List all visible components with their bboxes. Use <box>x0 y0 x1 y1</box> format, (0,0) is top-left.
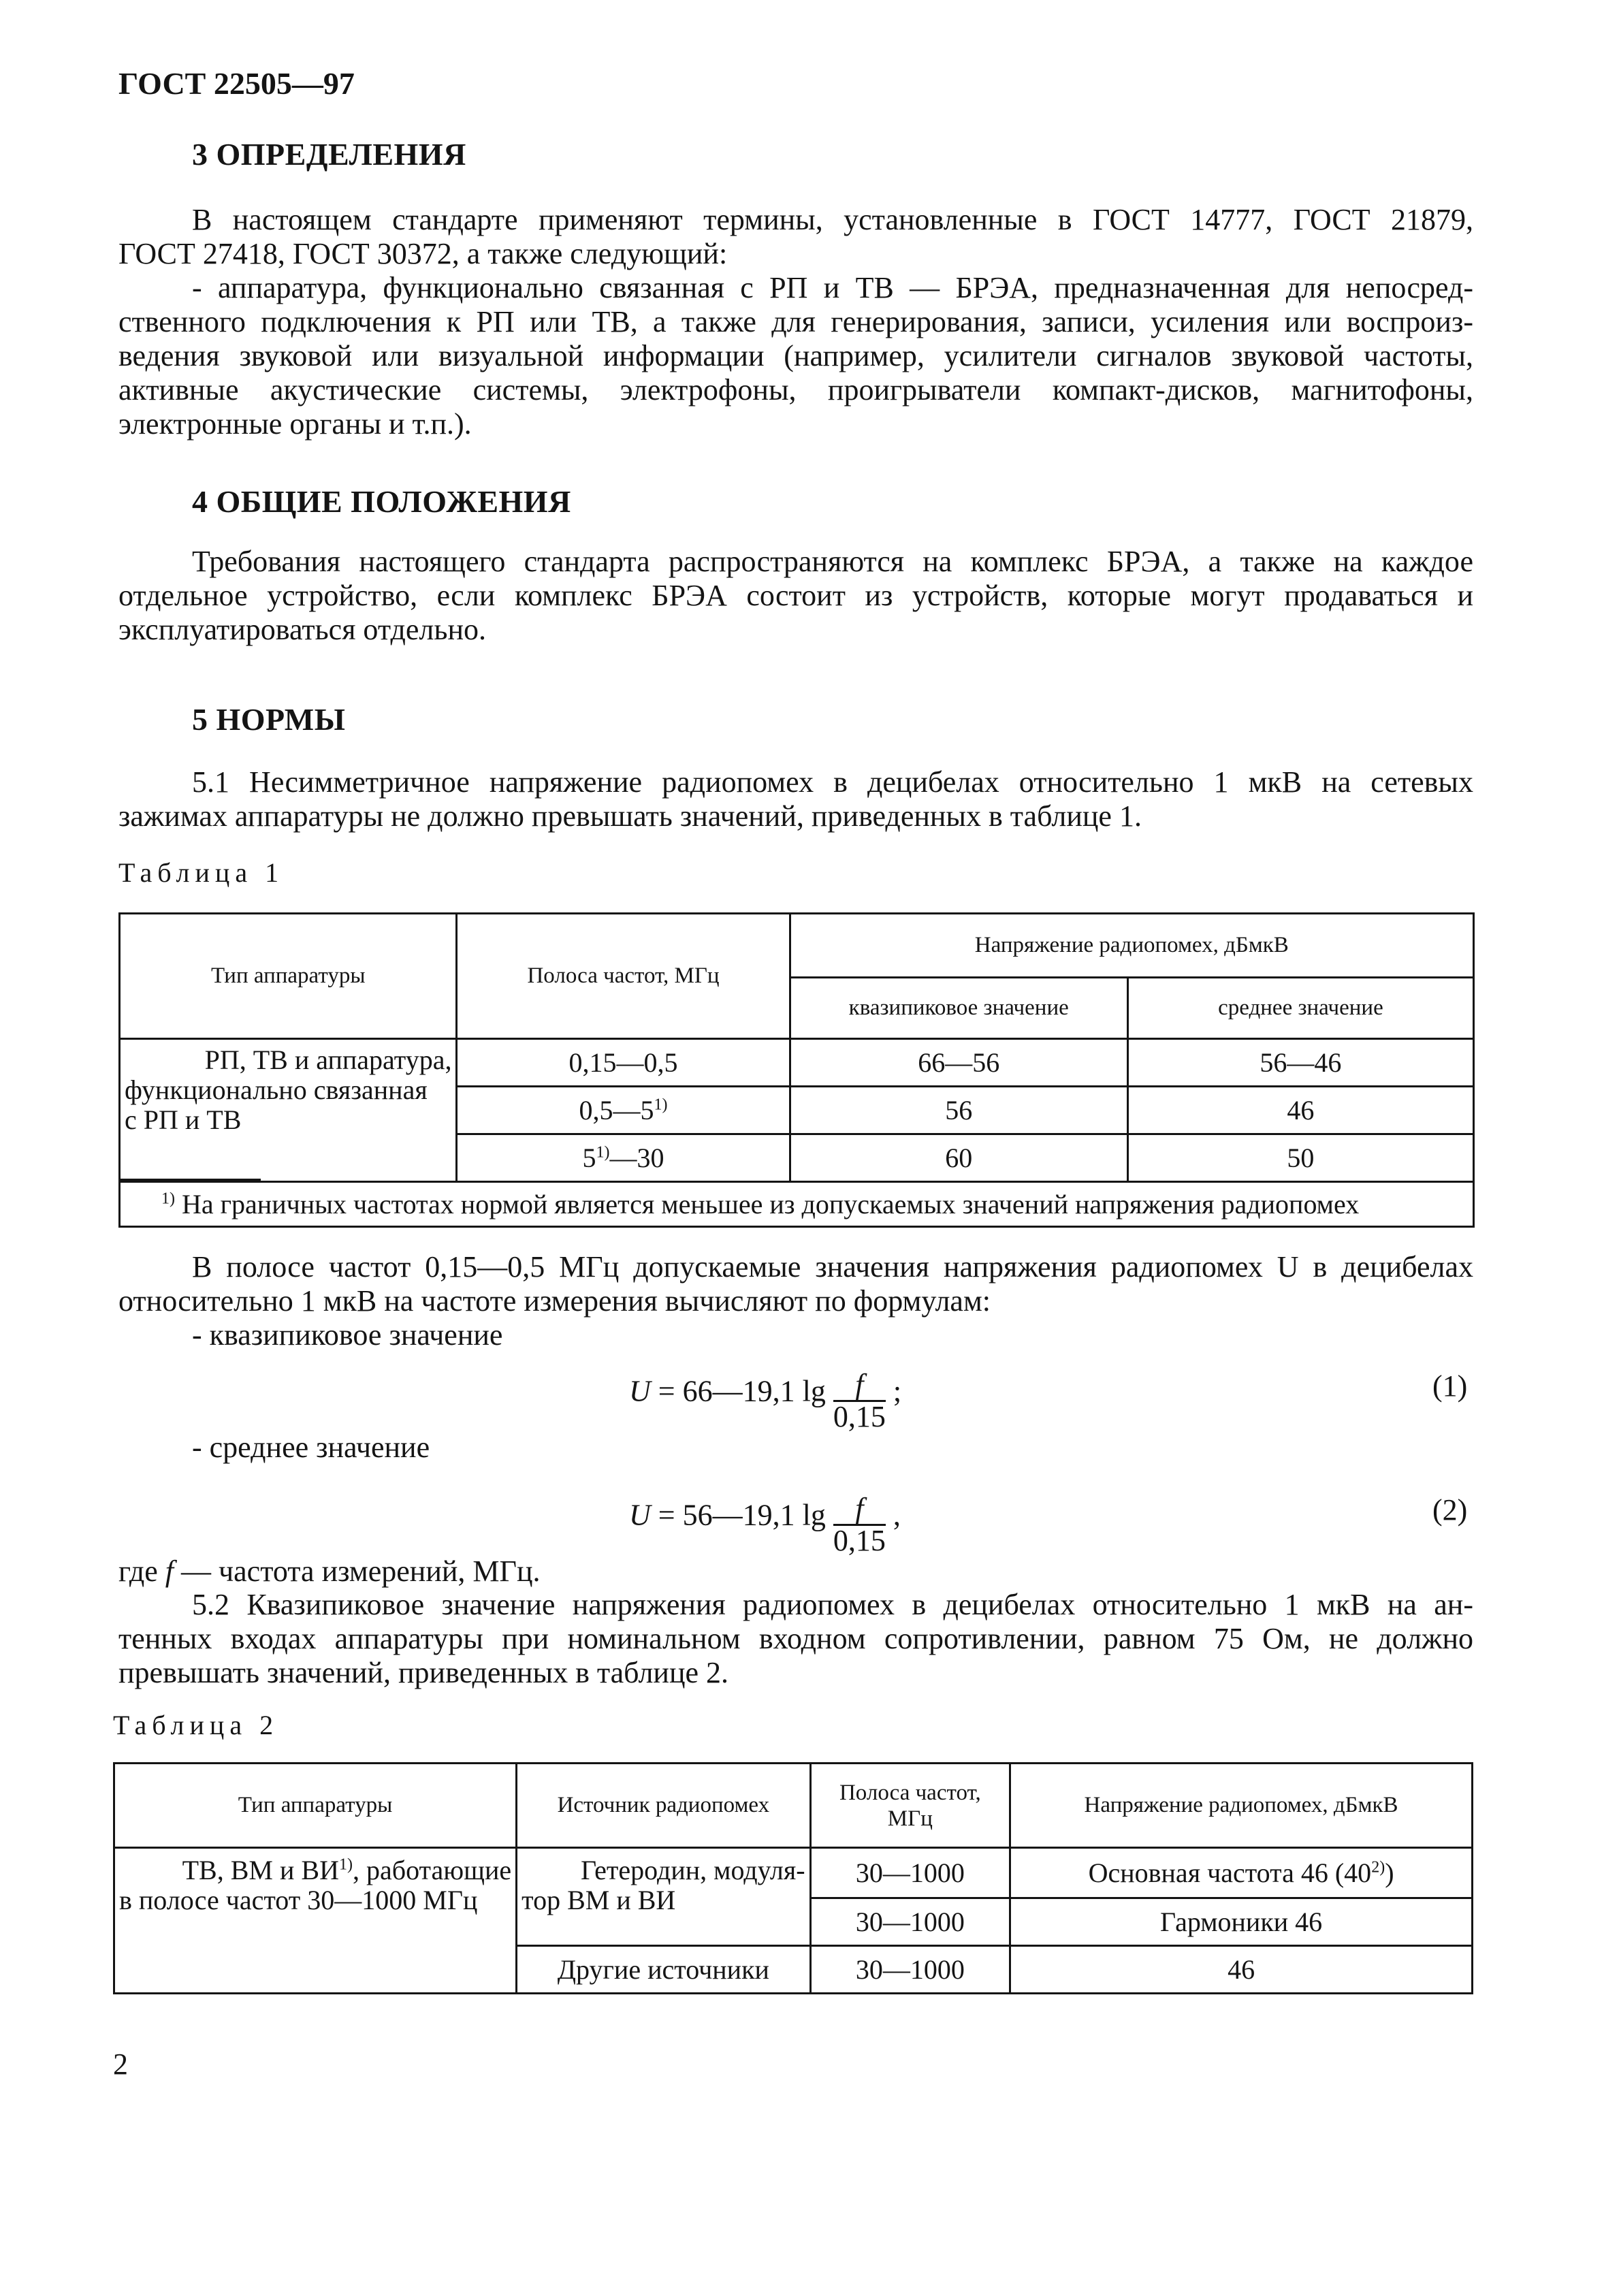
footnote-ref: 1) <box>654 1096 668 1114</box>
text-line: Требования настоящего стандарта распространяются на комплекс БРЭА, а также на каждое <box>192 545 1473 578</box>
table-1-type-cell <box>120 1039 457 1182</box>
table-2-header-band: Полоса частот, МГц <box>810 1764 1010 1848</box>
section-5-title: 5 НОРМЫ <box>192 702 346 737</box>
fraction-denominator: 0,15 <box>833 1524 886 1557</box>
fraction-numerator: f <box>833 1370 886 1402</box>
table-row-avg: 46 <box>1127 1087 1473 1134</box>
table-1-header-quasi: квазипиковое значение <box>790 978 1127 1039</box>
footnote-text: На граничных частотах нормой является меньшее из допускаемых значений напряжения радиопомех <box>175 1189 1360 1219</box>
text-line: В полосе частот 0,15—0,5 МГц допускаемые значения напряжения радиопомех U в децибелах <box>192 1250 1474 1283</box>
band-value: —30 <box>609 1143 664 1173</box>
text-line: зажимах аппаратуры не должно превышать значений, приведенных в таблице 1. <box>118 799 1142 833</box>
footnote-ref: 1) <box>596 1143 610 1162</box>
source-line: тор ВМ и ВИ <box>522 1885 676 1915</box>
table-1-header-band: Полоса частот, МГц <box>457 914 790 1039</box>
table-2-caption: Таблица 2 <box>113 1710 279 1740</box>
legend-prefix: где <box>118 1554 165 1588</box>
formula-variable: U <box>629 1498 651 1532</box>
footnote-ref: 2) <box>1371 1858 1385 1877</box>
table-row-band: 0,15—0,5 <box>457 1039 790 1087</box>
table-2-header-voltage: Напряжение радиопомех, дБмкВ <box>1010 1764 1473 1848</box>
formula-variable: U <box>629 1374 651 1408</box>
text-line: 5.2 Квазипиковое значение напряжения радиопомех в децибелах относительно 1 мкВ на ан- <box>192 1588 1473 1621</box>
document-header: ГОСТ 22505—97 <box>118 66 355 101</box>
table-row-voltage: 46 <box>1010 1946 1473 1994</box>
formula-legend <box>118 1554 541 1589</box>
formula-expression: = 66—19,1 lg <box>650 1374 833 1408</box>
section-3-body <box>118 203 1473 441</box>
text-line: электронные органы и т.п.). <box>118 407 472 441</box>
table-row-voltage: Гармоники 46 <box>1010 1898 1473 1946</box>
type-line <box>119 1855 511 1885</box>
table-row-quasi: 56 <box>790 1087 1127 1134</box>
text-line: В настоящем стандарте применяют термины, установленные в ГОСТ 14777, ГОСТ 21879, <box>192 203 1473 236</box>
table-2-type-cell <box>114 1848 517 1994</box>
type-line: в полосе частот 30—1000 МГц <box>119 1885 478 1915</box>
voltage-text: Основная частота 46 (40 <box>1088 1857 1372 1888</box>
text-line: ведения звуковой или визуальной информации (например, усилители сигналов звуковой частоты, <box>118 339 1473 372</box>
legend-text: — частота измерений, МГц. <box>174 1554 541 1588</box>
formula-1 <box>629 1363 902 1433</box>
text-line: 5.1 Несимметричное напряжение радиопомех в децибелах относительно 1 мкВ на сетевых <box>192 765 1473 799</box>
section-3-title: 3 ОПРЕДЕЛЕНИЯ <box>192 137 466 172</box>
type-text: , работающие <box>352 1855 512 1885</box>
table-row-avg: 50 <box>1127 1134 1473 1182</box>
text-line: превышать значений, приведенных в таблице 2. <box>118 1656 729 1689</box>
table-1-header-voltage: Напряжение радиопомех, дБмкВ <box>790 914 1473 978</box>
table-2-header-source: Источник радиопомех <box>517 1764 810 1848</box>
table-1 <box>118 912 1475 1228</box>
table-row-quasi: 66—56 <box>790 1039 1127 1087</box>
table-row-band: 30—1000 <box>810 1848 1010 1898</box>
table-row-voltage <box>1010 1848 1473 1898</box>
formula-fraction <box>833 1370 886 1432</box>
type-line: РП, ТВ и аппаратура, <box>204 1045 452 1075</box>
text-line: - аппаратура, функционально связанная с РП и ТВ — БРЭА, предназначенная для непосред- <box>192 271 1473 304</box>
text-line: активные акустические системы, электрофоны, проигрыватели компакт-дисков, магнитофоны, <box>118 373 1473 406</box>
type-line: функционально связанная <box>125 1074 428 1105</box>
band-value: 0,5—5 <box>579 1095 654 1126</box>
formula-2 <box>629 1487 901 1557</box>
table-2-header-type: Тип аппаратуры <box>114 1764 517 1848</box>
text-line: - квазипиковое значение <box>192 1318 503 1352</box>
formula-tail: , <box>885 1498 901 1532</box>
table-row-avg: 56—46 <box>1127 1039 1473 1087</box>
section-4-body <box>118 545 1473 647</box>
table-2-source-cell <box>517 1848 810 1946</box>
table-2 <box>113 1762 1473 1994</box>
fraction-denominator: 0,15 <box>833 1400 886 1433</box>
voltage-text: ) <box>1385 1857 1394 1888</box>
text-line: ГОСТ 27418, ГОСТ 30372, а также следующий: <box>118 237 728 270</box>
table-row-band: 30—1000 <box>810 1946 1010 1994</box>
table-row-band <box>457 1087 790 1134</box>
paragraph-5-1 <box>118 765 1473 833</box>
section-4-title: 4 ОБЩИЕ ПОЛОЖЕНИЯ <box>192 484 571 519</box>
formula-tail: ; <box>885 1374 902 1408</box>
table-1-header-type: Тип аппаратуры <box>120 914 457 1039</box>
avg-label: - среднее значение <box>192 1431 430 1464</box>
fraction-numerator: f <box>833 1494 886 1526</box>
table-1-caption: Таблица 1 <box>118 857 285 888</box>
band-value: 5 <box>582 1143 596 1173</box>
table-row-quasi: 60 <box>790 1134 1127 1182</box>
text-line: ственного подключения к РП или ТВ, а также для генерирования, записи, усиления или воспроиз- <box>118 305 1473 338</box>
table-row-band: 30—1000 <box>810 1898 1010 1946</box>
legend-variable: f <box>165 1554 174 1588</box>
page-number: 2 <box>113 2047 128 2081</box>
text-line: относительно 1 мкВ на частоте измерения вычисляют по формулам: <box>118 1284 991 1318</box>
paragraph-5-2 <box>118 1588 1473 1690</box>
formula-expression: = 56—19,1 lg <box>650 1498 833 1532</box>
equation-number-1: (1) <box>1432 1369 1468 1403</box>
text-line: эксплуатироваться отдельно. <box>118 613 486 646</box>
type-line: с РП и ТВ <box>125 1104 242 1135</box>
footnote-ref: 1) <box>338 1855 353 1874</box>
text-line: отдельное устройство, если комплекс БРЭА состоит из устройств, которые могут продаваться и <box>118 579 1473 612</box>
table-row-source: Другие источники <box>517 1946 810 1994</box>
table-row-band <box>457 1134 790 1182</box>
table-1-header-avg: среднее значение <box>1127 978 1473 1039</box>
formula-fraction <box>833 1494 886 1556</box>
text-line: тенных входах аппаратуры при номинальном входном сопротивлении, равном 75 Ом, не должно <box>118 1622 1473 1655</box>
source-line: Гетеродин, модуля- <box>581 1855 805 1885</box>
equation-number-2: (2) <box>1432 1493 1468 1527</box>
footnote-mark: 1) <box>161 1190 175 1208</box>
footnote-rule <box>121 1179 261 1181</box>
paragraph-band-formulas <box>118 1250 1473 1352</box>
table-1-footnote <box>120 1182 1474 1227</box>
type-text: ТВ, ВМ и ВИ <box>182 1855 339 1885</box>
